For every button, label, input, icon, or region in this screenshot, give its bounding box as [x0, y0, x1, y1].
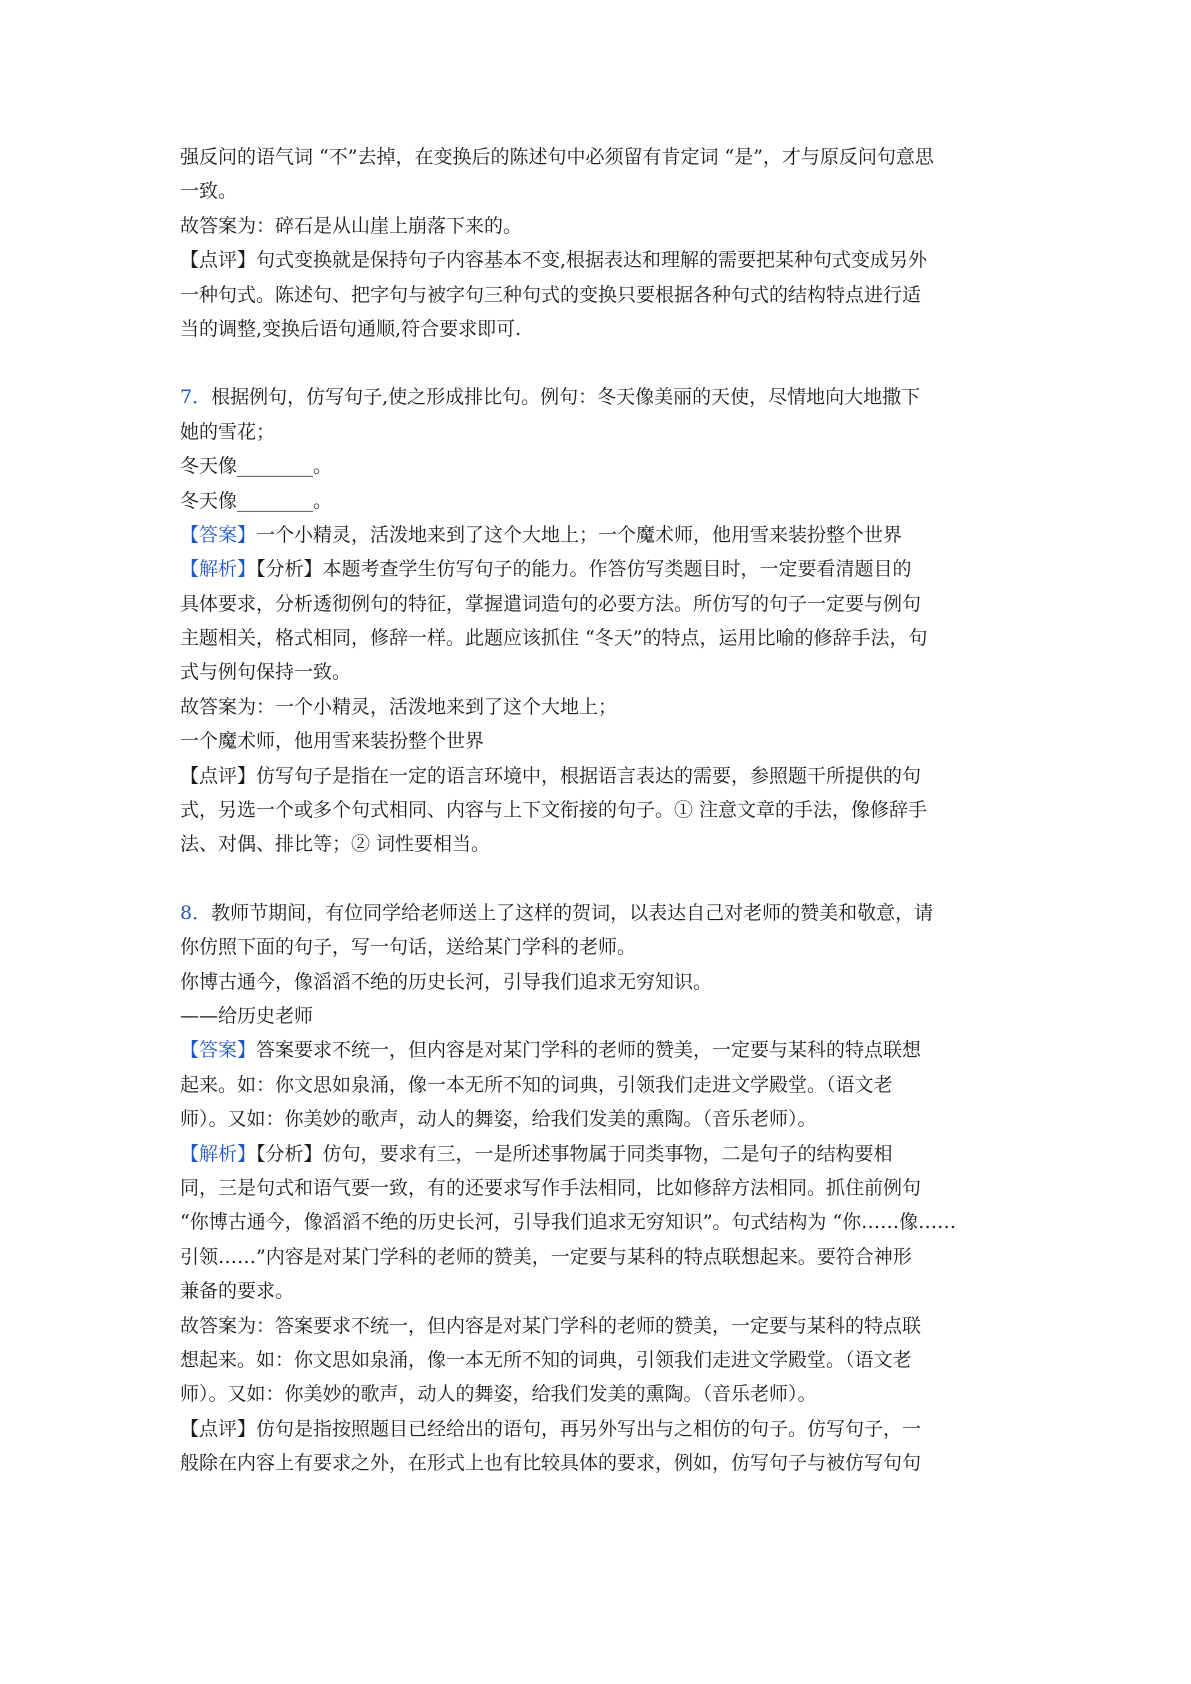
prev-text-line: 强反问的语气词 “不”去掉，在变换后的陈述句中必须留有肯定词 “是”，才与原反问句意思	[180, 146, 934, 168]
q8-analysis-line: 想起来。如：你文思如泉涌，像一本无所不知的词典，引领我们走进文学殿堂。（语文老	[180, 1348, 912, 1371]
question-number: 8．	[180, 901, 212, 924]
q7-analysis-line: 具体要求，分析透彻例句的特征，掌握遣词造句的必要方法。所仿写的句子一定要与例句	[180, 592, 922, 615]
comment-tag: 【点评】	[180, 249, 257, 272]
q8-analysis-line: 【解析】【分析】仿句，要求有三，一是所述事物属于同类事物，二是句子的结构要相	[180, 1142, 893, 1165]
q8-answer-line: 起来。如：你文思如泉涌，像一本无所不知的词典，引领我们走进文学殿堂。（语文老	[180, 1073, 893, 1096]
answer-tag: 【答案】	[180, 1039, 257, 1062]
document-page	[180, 140, 1025, 1480]
q7-analysis-line: 主题相关，格式相同，修辞一样。此题应该抓住 “冬天”的特点，运用比喻的修辞手法，句	[180, 627, 928, 650]
q7-analysis-line: 故答案为：一个小精灵，活泼地来到了这个大地上；	[180, 695, 618, 718]
q7-answer-line: 【答案】一个小精灵，活泼地来到了这个大地上；一个魔术师，他用雪来装扮整个世界	[180, 523, 903, 546]
q7-comment-line: 法、对偶、排比等；② 词性要相当。	[180, 833, 491, 856]
question-number: 7．	[180, 386, 212, 409]
q7-question-line: 她的雪花；	[180, 420, 276, 443]
q8-analysis-line: 兼备的要求。	[180, 1280, 295, 1303]
q7-analysis-line: 一个魔术师，他用雪来装扮整个世界	[180, 730, 485, 753]
analysis-tag: 【解析】	[180, 558, 257, 581]
prev-text-line: 一致。	[180, 180, 238, 203]
prev-comment-line: 【点评】句式变换就是保持句子内容基本不变,根据表达和理解的需要把某种句式变成另外	[180, 249, 928, 272]
q8-analysis-line: 故答案为：答案要求不统一，但内容是对某门学科的老师的赞美，一定要与某科的特点联	[180, 1314, 922, 1337]
prev-answer-line: 故答案为：碎石是从山崖上崩落下来的。	[180, 214, 523, 237]
q7-analysis-line: 【解析】【分析】本题考查学生仿写句子的能力。作答仿写类题目时，一定要看清题目的	[180, 558, 912, 581]
prev-comment-line: 当的调整,变换后语句通顺,符合要求即可.	[180, 317, 522, 340]
q8-question-line: 你仿照下面的句子，写一句话，送给某门学科的老师。	[180, 936, 637, 959]
comment-tag: 【点评】	[180, 1417, 257, 1440]
q7-blank-line: 冬天像________。	[180, 489, 333, 512]
q8-comment-line: 般除在内容上有要求之外，在形式上也有比较具体的要求，例如，仿写句子与被仿写句句	[180, 1452, 922, 1475]
q7-comment-line: 式，另选一个或多个句式相同、内容与上下文衔接的句子。① 注意文章的手法，像修辞手	[180, 799, 928, 822]
q8-analysis-line: 师）。又如：你美妙的歌声，动人的舞姿，给我们发美的熏陶。（音乐老师）。	[180, 1383, 817, 1406]
q8-comment-line: 【点评】仿句是指按照题目已经给出的语句，再另外写出与之相仿的句子。仿写句子，一	[180, 1417, 922, 1440]
q7-analysis-line: 式与例句保持一致。	[180, 661, 352, 684]
q8-answer-line: 【答案】答案要求不统一，但内容是对某门学科的老师的赞美，一定要与某科的特点联想	[180, 1039, 922, 1062]
q8-question-line: ——给历史老师	[180, 1004, 314, 1027]
comment-tag: 【点评】	[180, 764, 257, 787]
q8-question-line: 你博古通今，像滔滔不绝的历史长河，引导我们追求无穷知识。	[180, 970, 713, 993]
answer-tag: 【答案】	[180, 523, 257, 546]
prev-comment-line: 一种句式。陈述句、把字句与被字句三种句式的变换只要根据各种句式的结构特点进行适	[180, 283, 922, 306]
q7-comment-line: 【点评】仿写句子是指在一定的语言环境中，根据语言表达的需要，参照题干所提供的句	[180, 764, 922, 787]
q7-question-line: 7．根据例句，仿写句子,使之形成排比句。例句：冬天像美丽的天使，尽情地向大地撒下	[180, 386, 921, 409]
q8-analysis-line: 同，三是句式和语气要一致，有的还要求写作手法相同，比如修辞方法相同。抓住前例句	[180, 1176, 922, 1199]
q8-answer-line: 师）。又如：你美妙的歌声，动人的舞姿，给我们发美的熏陶。（音乐老师）。	[180, 1108, 817, 1131]
q7-blank-line: 冬天像________。	[180, 455, 333, 478]
analysis-tag: 【解析】	[180, 1142, 257, 1165]
q8-analysis-line: 引领……”内容是对某门学科的老师的赞美，一定要与某科的特点联想起来。要符合神形	[180, 1245, 912, 1268]
q8-analysis-line: “你博古通今，像滔滔不绝的历史长河，引导我们追求无穷知识”。句式结构为 “你……像……	[180, 1211, 957, 1234]
q8-question-line: 8．教师节期间，有位同学给老师送上了这样的贺词，以表达自己对老师的赞美和敬意，请	[180, 901, 934, 924]
